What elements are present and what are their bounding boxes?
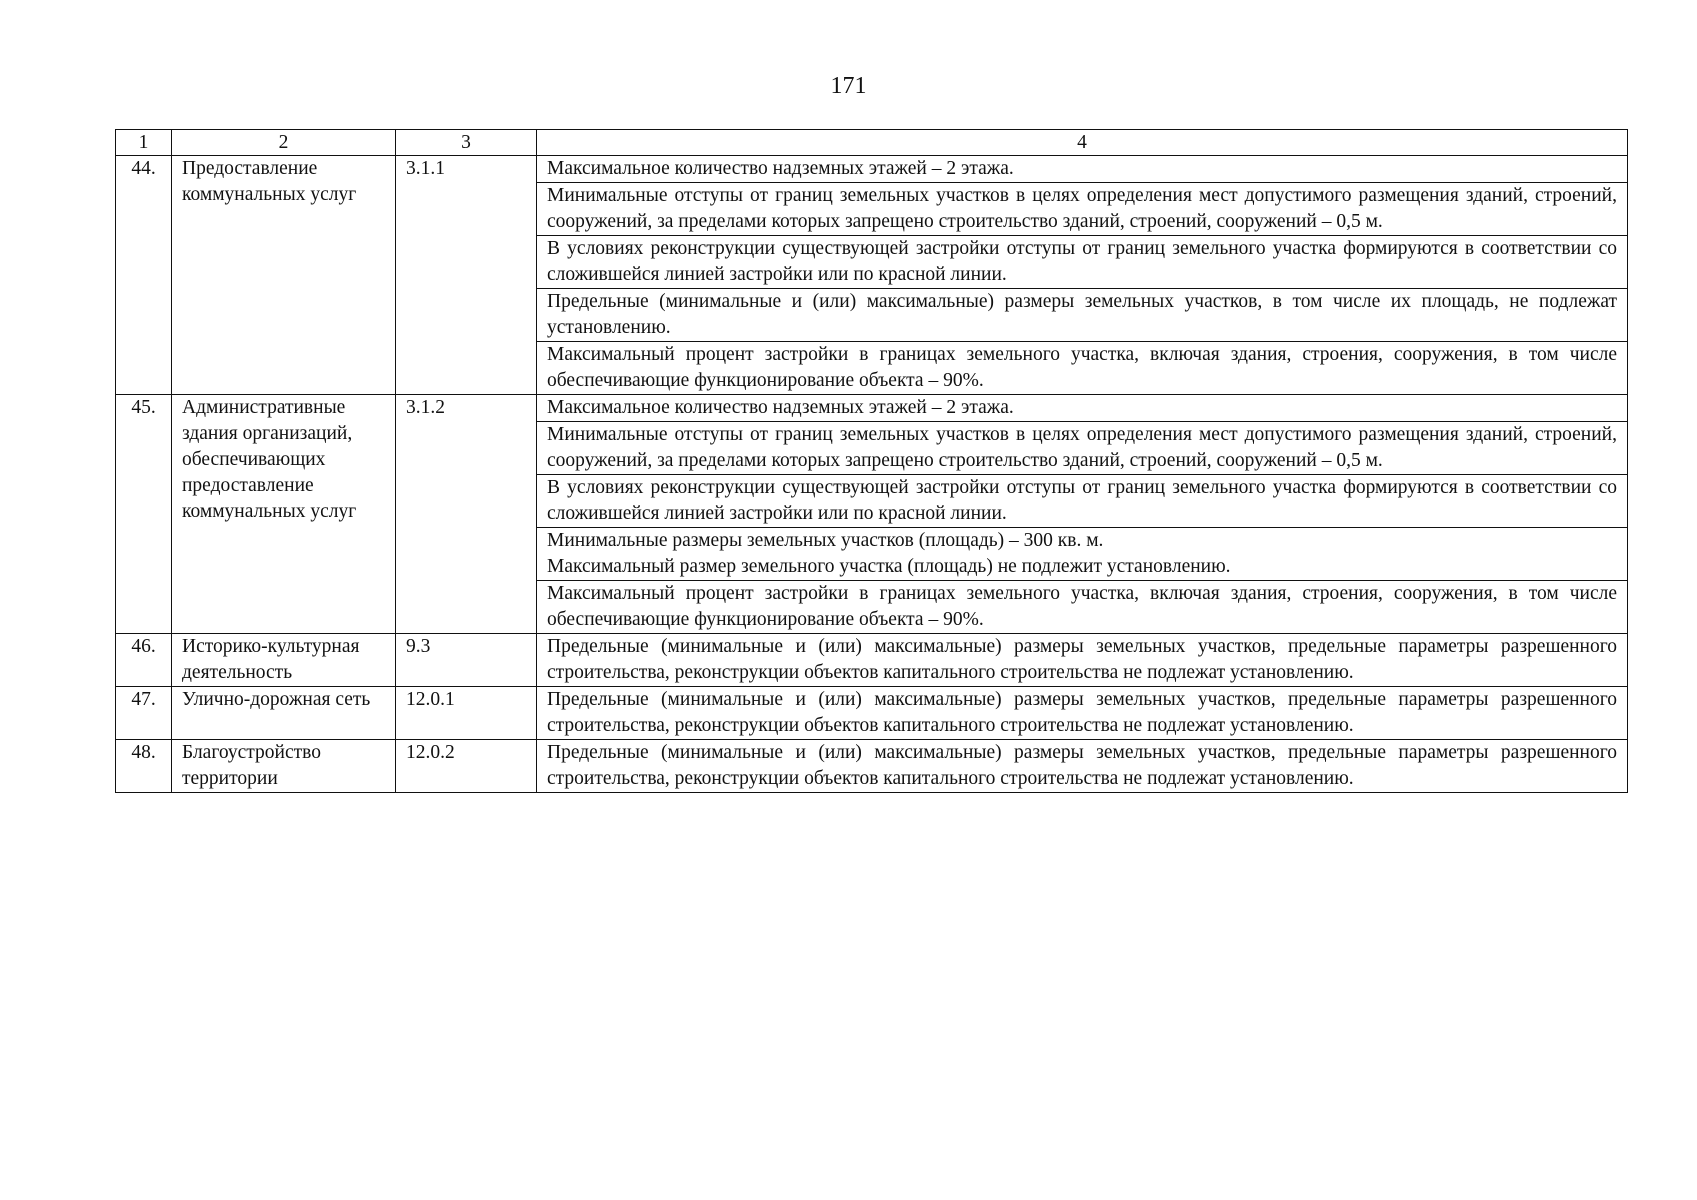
- parameter-cell: [537, 528, 1628, 581]
- land-use-type-cell: Улично-дорожная сеть: [172, 687, 396, 740]
- column-header-1: 1: [116, 130, 172, 156]
- land-use-parameters-table: [115, 129, 1628, 793]
- land-use-type-cell: Историко-культурная деятельность: [172, 634, 396, 687]
- parameter-cell: Максимальное количество надземных этажей – 2 этажа.: [537, 156, 1628, 183]
- table-row: [116, 395, 1628, 422]
- land-use-code-cell: 3.1.1: [396, 156, 537, 395]
- parameter-line: Минимальные размеры земельных участков (площадь) – 300 кв. м.: [547, 530, 1104, 551]
- table-row: [116, 687, 1628, 740]
- column-number-row: [116, 130, 1628, 156]
- parameter-line: Максимальный размер земельного участка (площадь) не подлежит установлению.: [547, 556, 1231, 577]
- land-use-type-cell: Благоустройство территории: [172, 740, 396, 793]
- table-body: [116, 130, 1628, 793]
- parameter-cell: В условиях реконструкции существующей застройки отступы от границ земельного участка формируются в соответствии со сложившейся линией застройки или по красной линии.: [537, 475, 1628, 528]
- column-header-3: 3: [396, 130, 537, 156]
- land-use-code-cell: 3.1.2: [396, 395, 537, 634]
- parameter-cell: Предельные (минимальные и (или) максимальные) размеры земельных участков, предельные параметры разрешенного строительства, реконструкции объектов капитального строительства не подлежат установлению.: [537, 740, 1628, 793]
- table-row: [116, 156, 1628, 183]
- parameter-cell: Предельные (минимальные и (или) максимальные) размеры земельных участков, в том числе их площадь, не подлежат установлению.: [537, 289, 1628, 342]
- parameter-cell: Предельные (минимальные и (или) максимальные) размеры земельных участков, предельные параметры разрешенного строительства, реконструкции объектов капитального строительства не подлежат установлению.: [537, 687, 1628, 740]
- row-number-cell: 46.: [116, 634, 172, 687]
- parameter-cell: Максимальное количество надземных этажей – 2 этажа.: [537, 395, 1628, 422]
- land-use-type-cell: Административные здания организаций, обеспечивающих предоставление коммунальных услуг: [172, 395, 396, 634]
- parameter-cell: Максимальный процент застройки в границах земельного участка, включая здания, строения, сооружения, в том числе обеспечивающие функционирование объекта – 90%.: [537, 342, 1628, 395]
- column-header-4: 4: [537, 130, 1628, 156]
- column-header-2: 2: [172, 130, 396, 156]
- parameter-cell: Минимальные отступы от границ земельных участков в целях определения мест допустимого размещения зданий, строений, сооружений, за пределами которых запрещено строительство зданий, строений, сооружений – 0,5 м.: [537, 183, 1628, 236]
- row-number-cell: 47.: [116, 687, 172, 740]
- row-number-cell: 45.: [116, 395, 172, 634]
- parameter-cell: Минимальные отступы от границ земельных участков в целях определения мест допустимого размещения зданий, строений, сооружений, за пределами которых запрещено строительство зданий, строений, сооружений – 0,5 м.: [537, 422, 1628, 475]
- land-use-code-cell: 12.0.2: [396, 740, 537, 793]
- parameter-cell: В условиях реконструкции существующей застройки отступы от границ земельного участка формируются в соответствии со сложившейся линией застройки или по красной линии.: [537, 236, 1628, 289]
- page-number: 171: [830, 73, 867, 99]
- parameter-cell: Предельные (минимальные и (или) максимальные) размеры земельных участков, предельные параметры разрешенного строительства, реконструкции объектов капитального строительства не подлежат установлению.: [537, 634, 1628, 687]
- parameter-cell: Максимальный процент застройки в границах земельного участка, включая здания, строения, сооружения, в том числе обеспечивающие функционирование объекта – 90%.: [537, 581, 1628, 634]
- land-use-type-cell: Предоставление коммунальных услуг: [172, 156, 396, 395]
- land-use-code-cell: 12.0.1: [396, 687, 537, 740]
- table-row: [116, 740, 1628, 793]
- row-number-cell: 48.: [116, 740, 172, 793]
- table-row: [116, 634, 1628, 687]
- row-number-cell: 44.: [116, 156, 172, 395]
- land-use-code-cell: 9.3: [396, 634, 537, 687]
